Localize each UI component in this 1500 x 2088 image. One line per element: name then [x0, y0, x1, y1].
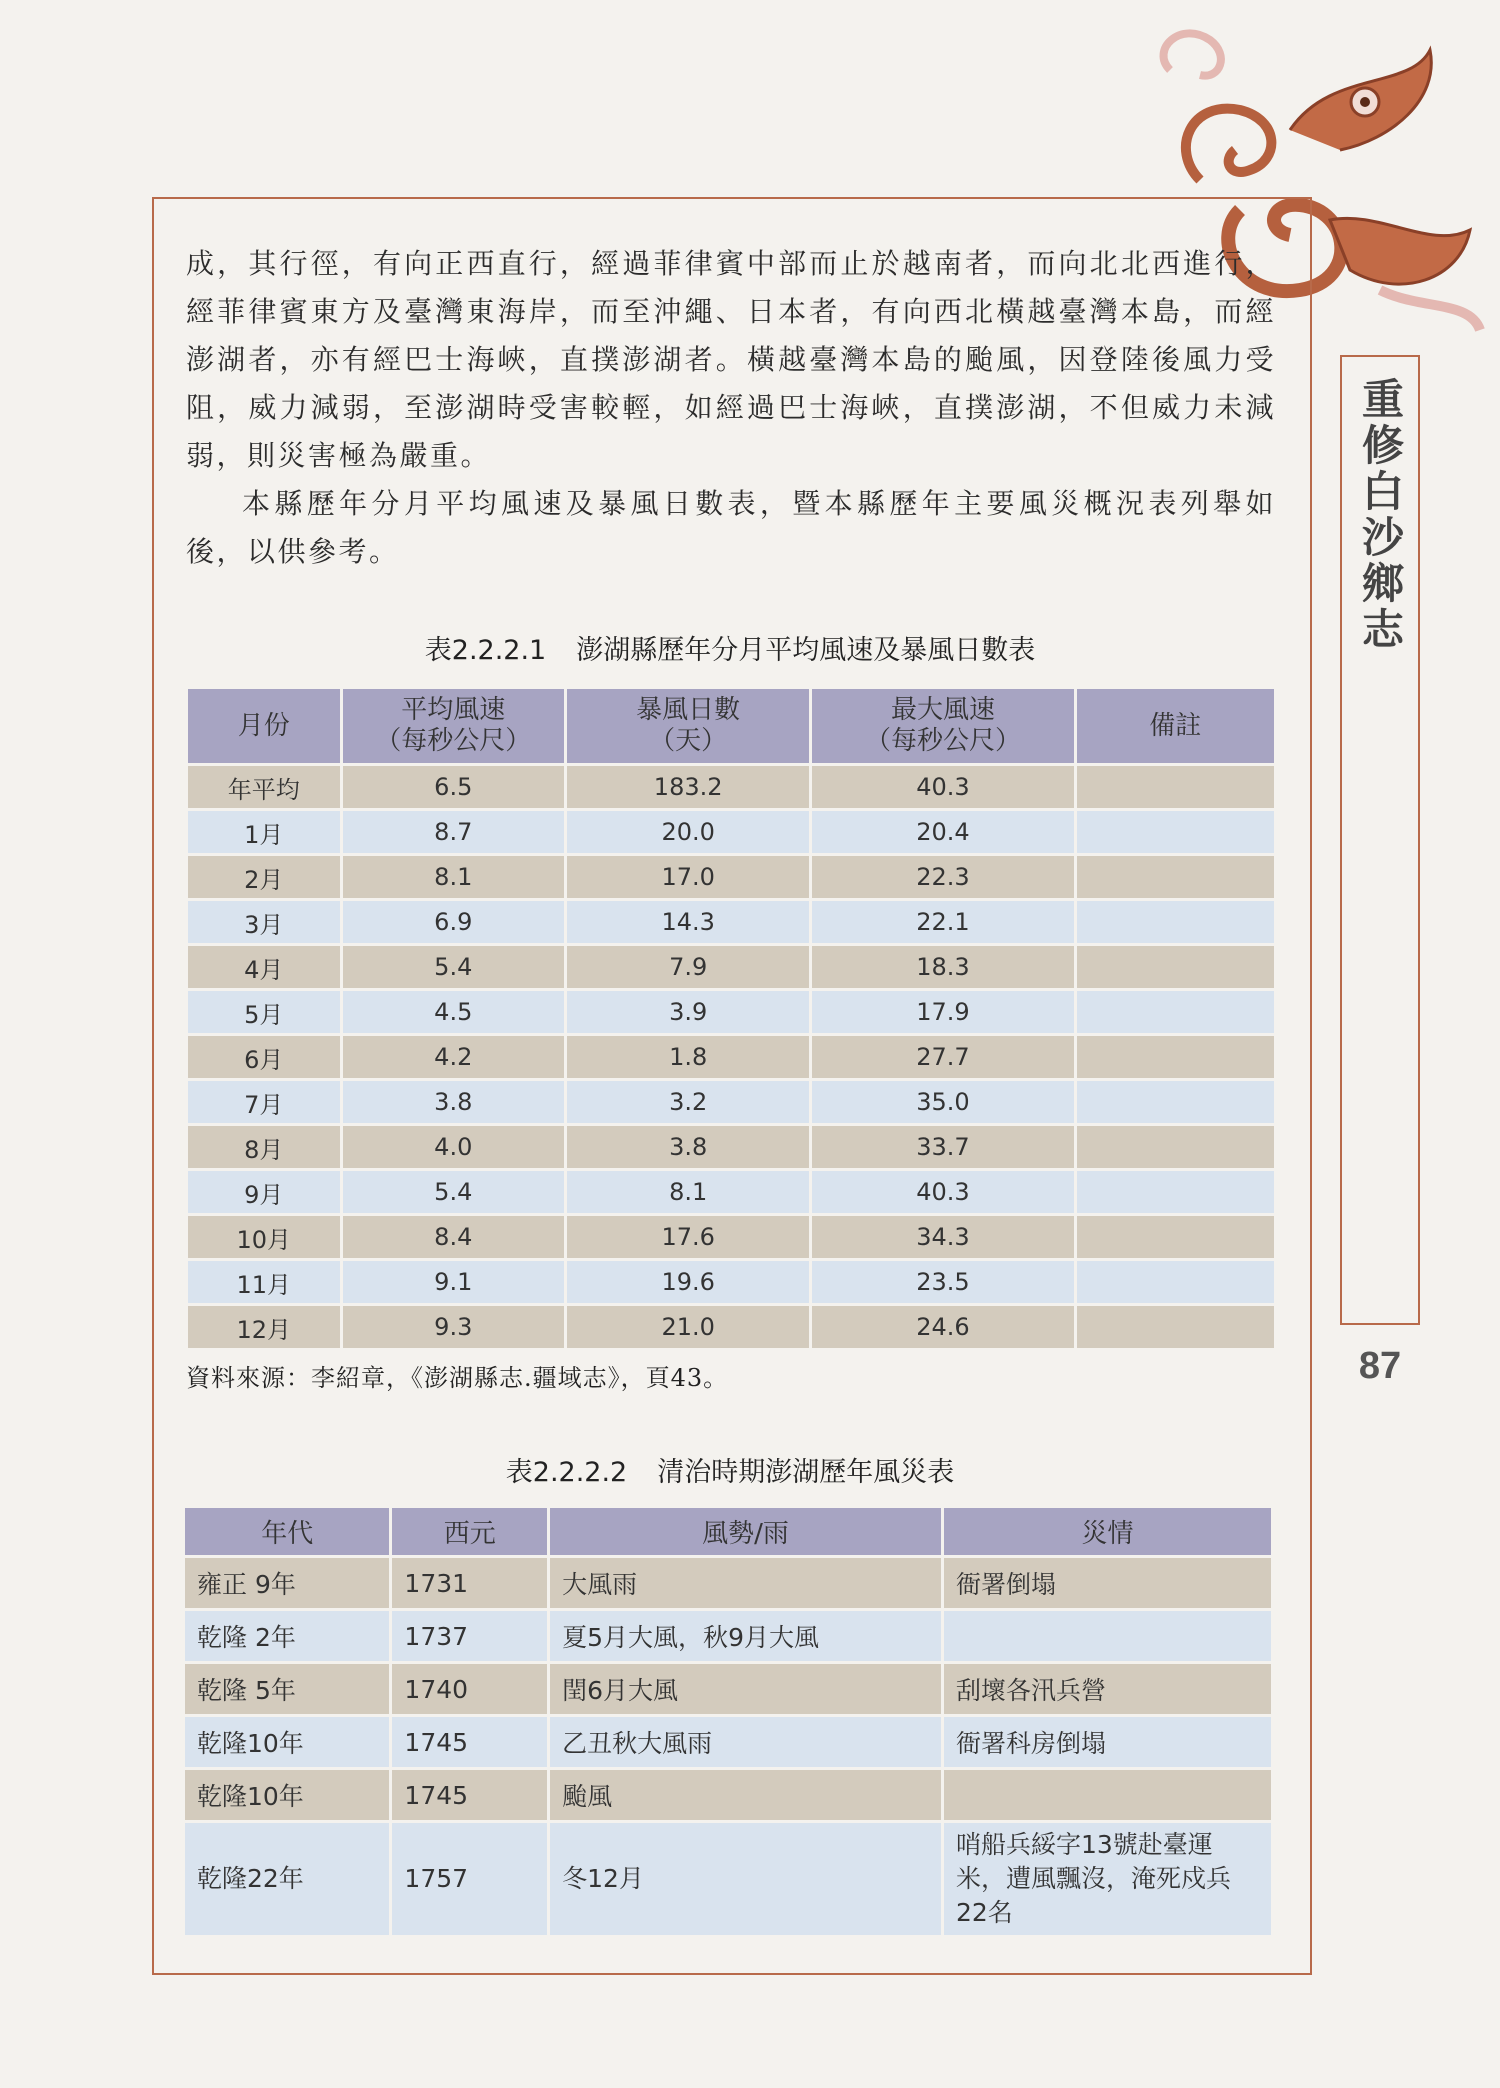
- cell-remarks: [1077, 1081, 1274, 1123]
- cell-storm-days: 1.8: [567, 1036, 809, 1078]
- table-row: [185, 1823, 1271, 1935]
- cell-storm-days: 20.0: [567, 811, 809, 853]
- cell-storm-days: 19.6: [567, 1261, 809, 1303]
- header-max-speed: 最大風速 （每秒公尺）: [812, 689, 1073, 763]
- table1-caption: [80, 628, 1380, 667]
- table-row: [185, 1717, 1271, 1767]
- cell-weather: 颱風: [550, 1770, 941, 1820]
- cell-max-speed: 35.0: [812, 1081, 1073, 1123]
- table-row: [188, 856, 1274, 898]
- cell-month: 8月: [188, 1126, 340, 1168]
- table2-number: 表2.2.2.2: [505, 1457, 628, 1488]
- cell-damage: 衙署科房倒塌: [944, 1717, 1271, 1767]
- header-era: 年代: [185, 1508, 389, 1555]
- cell-avg-speed: 4.5: [343, 991, 564, 1033]
- cell-month: 10月: [188, 1216, 340, 1258]
- table-row: [185, 1611, 1271, 1661]
- table1-title: 澎湖縣歷年分月平均風速及暴風日數表: [576, 635, 1036, 666]
- cell-max-speed: 17.9: [812, 991, 1073, 1033]
- cell-year: 1745: [392, 1717, 547, 1767]
- table-row: [188, 1036, 1274, 1078]
- table2-title: 清治時期澎湖歷年風災表: [657, 1457, 955, 1488]
- cell-storm-days: 7.9: [567, 946, 809, 988]
- cell-month: 11月: [188, 1261, 340, 1303]
- header-storm-days: 暴風日數 （天）: [567, 689, 809, 763]
- cell-storm-days: 14.3: [567, 901, 809, 943]
- cell-month: 2月: [188, 856, 340, 898]
- cell-avg-speed: 3.8: [343, 1081, 564, 1123]
- cell-max-speed: 23.5: [812, 1261, 1073, 1303]
- table-row: [185, 1770, 1271, 1820]
- cell-storm-days: 8.1: [567, 1171, 809, 1213]
- cell-era: 乾隆 5年: [185, 1664, 389, 1714]
- cell-era: 乾隆10年: [185, 1717, 389, 1767]
- wind-speed-table: [185, 686, 1277, 1351]
- cell-month: 12月: [188, 1306, 340, 1348]
- cell-max-speed: 34.3: [812, 1216, 1073, 1258]
- cell-max-speed: 33.7: [812, 1126, 1073, 1168]
- header-remarks: 備註: [1077, 689, 1274, 763]
- cell-storm-days: 3.9: [567, 991, 809, 1033]
- table-row: [188, 1081, 1274, 1123]
- cell-max-speed: 22.3: [812, 856, 1073, 898]
- cell-era: 乾隆10年: [185, 1770, 389, 1820]
- table-row: [188, 1126, 1274, 1168]
- cell-damage: [944, 1770, 1271, 1820]
- cell-month: 3月: [188, 901, 340, 943]
- cell-weather: 冬12月: [550, 1823, 941, 1935]
- table-header-row: [188, 689, 1274, 763]
- book-title: 重修白沙鄉志: [1356, 377, 1405, 653]
- table2-caption: [80, 1450, 1380, 1489]
- cell-storm-days: 21.0: [567, 1306, 809, 1348]
- cell-damage: [944, 1611, 1271, 1661]
- cell-max-speed: 40.3: [812, 1171, 1073, 1213]
- cell-weather: 閏6月大風: [550, 1664, 941, 1714]
- cell-remarks: [1077, 811, 1274, 853]
- cell-avg-speed: 8.7: [343, 811, 564, 853]
- cell-max-speed: 24.6: [812, 1306, 1073, 1348]
- cell-year: 1731: [392, 1558, 547, 1608]
- table1-number: 表2.2.2.1: [424, 635, 547, 666]
- table-row: [188, 1261, 1274, 1303]
- cell-max-speed: 27.7: [812, 1036, 1073, 1078]
- table-row: [188, 1306, 1274, 1348]
- cell-max-speed: 22.1: [812, 901, 1073, 943]
- cell-avg-speed: 8.1: [343, 856, 564, 898]
- cell-avg-speed: 5.4: [343, 1171, 564, 1213]
- cell-year: 1740: [392, 1664, 547, 1714]
- cell-remarks: [1077, 1171, 1274, 1213]
- cell-era: 乾隆22年: [185, 1823, 389, 1935]
- table-header-row: [185, 1508, 1271, 1555]
- cell-avg-speed: 4.2: [343, 1036, 564, 1078]
- cell-remarks: [1077, 1126, 1274, 1168]
- cell-remarks: [1077, 856, 1274, 898]
- table-row: [188, 901, 1274, 943]
- cell-era: 雍正 9年: [185, 1558, 389, 1608]
- cell-storm-days: 3.8: [567, 1126, 809, 1168]
- cell-max-speed: 40.3: [812, 766, 1073, 808]
- cell-remarks: [1077, 1036, 1274, 1078]
- cell-month: 6月: [188, 1036, 340, 1078]
- cell-damage: 衙署倒塌: [944, 1558, 1271, 1608]
- cell-weather: 夏5月大風，秋9月大風: [550, 1611, 941, 1661]
- cell-avg-speed: 9.3: [343, 1306, 564, 1348]
- cell-remarks: [1077, 1306, 1274, 1348]
- cell-remarks: [1077, 946, 1274, 988]
- cell-max-speed: 18.3: [812, 946, 1073, 988]
- cell-avg-speed: 6.9: [343, 901, 564, 943]
- header-month: 月份: [188, 689, 340, 763]
- cell-avg-speed: 4.0: [343, 1126, 564, 1168]
- table-row: [188, 1171, 1274, 1213]
- header-year: 西元: [392, 1508, 547, 1555]
- table-row: [185, 1558, 1271, 1608]
- cell-month: 5月: [188, 991, 340, 1033]
- cell-era: 乾隆 2年: [185, 1611, 389, 1661]
- table-row: [188, 766, 1274, 808]
- cell-month: 9月: [188, 1171, 340, 1213]
- paragraph-1: 成，其行徑，有向正西直行，經過菲律賓中部而止於越南者，而向北北西進行，經菲律賓東方及臺灣東海岸，而至沖繩、日本者，有向西北橫越臺灣本島，而經澎湖者，亦有經巴士海峽，直撲澎湖者。橫越臺灣本島的颱風，因登陸後風力受阻，威力減弱，至澎湖時受害較輕，如經過巴士海峽，直撲澎湖，不但威力未減弱，則災害極為嚴重。: [186, 247, 1276, 472]
- cell-year: 1757: [392, 1823, 547, 1935]
- body-text: [186, 240, 1276, 576]
- cell-remarks: [1077, 766, 1274, 808]
- cell-remarks: [1077, 901, 1274, 943]
- cell-year: 1737: [392, 1611, 547, 1661]
- sidebar: [1340, 355, 1420, 1325]
- cell-month: 1月: [188, 811, 340, 853]
- header-damage: 災情: [944, 1508, 1271, 1555]
- cell-damage: 哨船兵綏字13號赴臺運米，遭風飄沒，淹死戍兵22名: [944, 1823, 1271, 1935]
- table-row: [188, 946, 1274, 988]
- cell-max-speed: 20.4: [812, 811, 1073, 853]
- table-row: [188, 991, 1274, 1033]
- page-number: 87: [1358, 1345, 1402, 1387]
- cell-avg-speed: 5.4: [343, 946, 564, 988]
- cell-storm-days: 17.6: [567, 1216, 809, 1258]
- cell-month: 年平均: [188, 766, 340, 808]
- cell-storm-days: 17.0: [567, 856, 809, 898]
- cell-remarks: [1077, 991, 1274, 1033]
- header-weather: 風勢/雨: [550, 1508, 941, 1555]
- cell-month: 4月: [188, 946, 340, 988]
- table-row: [188, 1216, 1274, 1258]
- cell-weather: 乙丑秋大風雨: [550, 1717, 941, 1767]
- cell-avg-speed: 8.4: [343, 1216, 564, 1258]
- header-avg-speed: 平均風速 （每秒公尺）: [343, 689, 564, 763]
- paragraph-2: 本縣歷年分月平均風速及暴風日數表，暨本縣歷年主要風災概況表列舉如後，以供參考。: [186, 487, 1276, 568]
- cell-year: 1745: [392, 1770, 547, 1820]
- cell-storm-days: 3.2: [567, 1081, 809, 1123]
- table-row: [188, 811, 1274, 853]
- cell-avg-speed: 9.1: [343, 1261, 564, 1303]
- cell-weather: 大風雨: [550, 1558, 941, 1608]
- cell-remarks: [1077, 1261, 1274, 1303]
- cell-remarks: [1077, 1216, 1274, 1258]
- table1-source: 資料來源：李紹章，《澎湖縣志.疆域志》，頁43。: [186, 1364, 729, 1392]
- cell-avg-speed: 6.5: [343, 766, 564, 808]
- cell-storm-days: 183.2: [567, 766, 809, 808]
- cell-damage: 刮壞各汛兵營: [944, 1664, 1271, 1714]
- table-row: [185, 1664, 1271, 1714]
- typhoon-disaster-table: [182, 1505, 1274, 1938]
- cell-month: 7月: [188, 1081, 340, 1123]
